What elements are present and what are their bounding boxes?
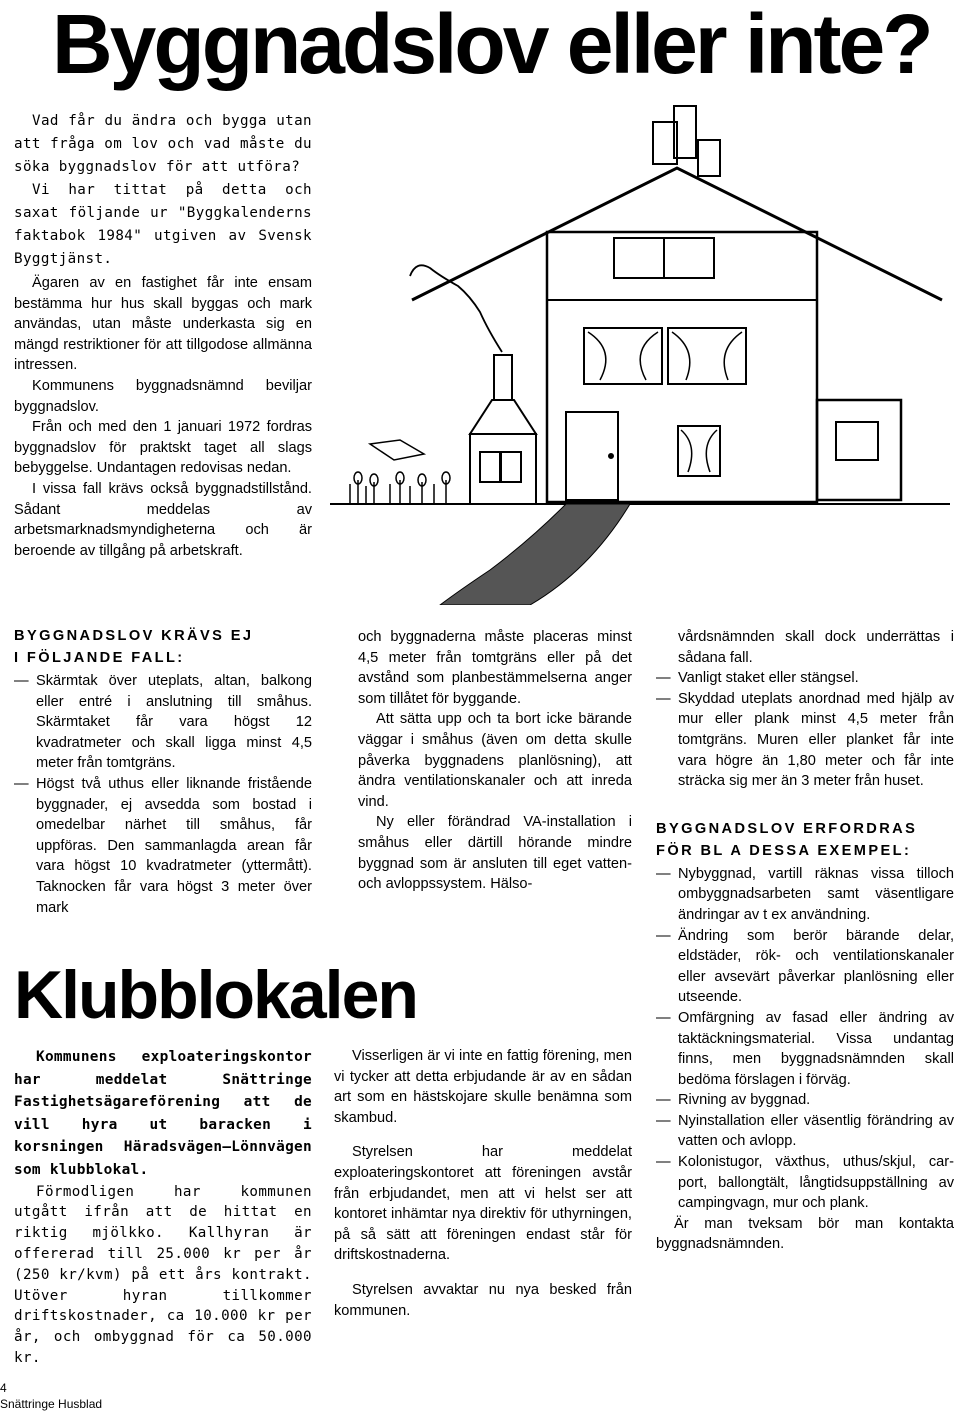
paragraph: Styrelsen avvaktar nu nya besked från kommunen. xyxy=(334,1281,632,1319)
intro-lead: Vad får du ändra och bygga utan att fråga om lov och vad måste du söka byggnadslov för att utföra? xyxy=(14,113,312,175)
klubb-lead: Kommunens exploateringskontor har meddelat Snättringe Fastighetsägareförening att de vill hyra ut baracken i korsningen Häradsvägen—Lönnvägen som klubblokal. xyxy=(14,1049,312,1178)
klubb-column-2 xyxy=(334,1046,632,1321)
article-title-klubblokalen: Klubblokalen xyxy=(14,957,417,1033)
intro-paragraph: I vissa fall krävs också byggnadstillstånd. Sådant meddelas av arbetsmarknadsmyndigheterna och är beroende av tillgång på arbetskraft. xyxy=(14,480,312,559)
paragraph: Är man tveksam bör man kontakta byggnadsnämnden. xyxy=(656,1215,954,1253)
section-1-heading: BYGGNADSLOV KRÄVS EJ xyxy=(14,628,254,644)
paragraph: och byggnaderna måste placeras minst 4,5 meter från tomtgräns eller på det avstånd som planbestämmelserna anger som tillåtet för byggande. xyxy=(358,629,632,707)
intro-paragraph: Från och med den 1 januari 1972 fordras byggnadslov för praktskt taget all slags bebyggelse. Undantagen redovisas nedan. xyxy=(14,419,312,477)
paragraph: vårdsnämnden skall dock underrättas i sådana fall. xyxy=(678,629,954,666)
section-1-column xyxy=(14,625,312,918)
house-wall xyxy=(547,232,817,502)
list-item: — Kolonistugor, växthus, uthus/skjul, car-port, ballongtält, långtidsuppställning av campingvagn, mur och plank. xyxy=(656,1152,954,1214)
paragraph: Styrelsen har meddelat exploateringskontoret att föreningen avstår från erbjudandet, men att vi helst ser att kontoret inhämtar nya direktiv för uthyrningen, på så sätt att föreningen endast står för driftskostnaderna. xyxy=(334,1144,632,1264)
intro-lead-2: Vi har tittat på detta och saxat följande ur "Byggkalenderns faktabok 1984" utgiven av Svensk Byggtjänst. xyxy=(14,182,312,267)
roof-line xyxy=(412,168,942,300)
column-3 xyxy=(656,627,954,1255)
paragraph: Förmodligen har kommunen utgått ifrån att de hittat en riktig mjölkko. Kallhyran är offererad till 25.000 kr per år (250 kr/kvm) på ett års kontrakt. Utöver hyran tillkommer driftskostnader, ca 10.000 kr per år, och ombyggnad för ca 50.000 kr. xyxy=(14,1183,312,1366)
section-2-heading: FÖR BL A DESSA EXEMPEL: xyxy=(656,842,912,859)
flowers xyxy=(350,472,450,504)
list-item: — Skyddad uteplats anordnad med hjälp av mur eller plank minst 4,5 meter från tomtgräns. Muren eller planket får inte vara högre än 1,80 meter och får inte sträcka sig mer än 3 meter från huset. xyxy=(656,689,954,792)
publication-name: Snättringe Husblad xyxy=(0,1397,103,1411)
house-illustration xyxy=(330,100,960,605)
column-2-top xyxy=(358,627,632,895)
upper-window-right xyxy=(668,328,746,384)
page-title: Byggnadslov eller inte? xyxy=(52,0,931,91)
intro-paragraph: Kommunens byggnadsnämnd beviljar byggnadslov. xyxy=(14,377,312,415)
paragraph: Visserligen är vi inte en fattig förening, men vi tycker att detta erbjudande är av en sådan art som en hästskojare skulle benämna som skambud. xyxy=(334,1048,632,1126)
extension-window xyxy=(836,422,878,460)
klubb-column-1 xyxy=(14,1046,312,1369)
garden-path xyxy=(440,504,630,605)
list-item: — Högst två uthus eller liknande fristående byggnader, ej avsedda som bostad i omedelbar närhet till småhus, får uppföras. Den sammanlagda arean får vara högst 10 kvadratmeter (yttermått). Taknocken får vara högst 3 meter över mark xyxy=(14,774,312,918)
intro-column xyxy=(14,110,312,561)
list-item: — Skärmtak över uteplats, altan, balkong eller entré i anslutning till småhus. Skärmtaket får vara högst 12 kvadratmeter och skall ligga minst 4,5 meter från tomtgräns. xyxy=(14,671,312,774)
list-item: — Vanligt staket eller stängsel. xyxy=(656,668,954,689)
list-item: — Rivning av byggnad. xyxy=(656,1090,954,1111)
page-number: 4 xyxy=(0,1381,7,1395)
paragraph: Att sätta upp och ta bort icke bärande väggar i småhus (även om detta skulle påverka byggnadens planlösning), att ändra ventilationskanaler och att inreda vind. xyxy=(358,711,632,810)
list-item: — Ändring som berör bärande delar, eldstäder, rök- och ventilationskanaler eller avsevärt påverkar planlösning eller utseende. xyxy=(656,926,954,1008)
intro-paragraph: Ägaren av en fastighet får inte ensam bestämma hur hus skall byggas och mark användas, utan måste underkasta sig en mängd restriktioner för att tillgodose allmänna intressen. xyxy=(14,275,312,374)
upper-window-left xyxy=(584,328,662,384)
paragraph: Ny eller förändrad VA-installation i småhus eller därtill hörande mindre byggnad som är ansluten till eget vatten- och avloppssystem. Hälso- xyxy=(358,814,632,893)
list-item: — Nyinstallation eller väsentlig förändring av vatten och avlopp. xyxy=(656,1111,954,1152)
house-extension xyxy=(817,400,901,500)
section-1-heading: I FÖLJANDE FALL: xyxy=(14,650,185,666)
footer xyxy=(0,1380,102,1412)
list-item: — Omfärgning av fasad eller ändring av taktäckningsmaterial. Vissa undantag finns, men byggnadsnämnden skall bedöma förslagen i förväg. xyxy=(656,1008,954,1090)
list-item: — Nybyggnad, vartill räknas vissa tilloch ombyggnadsarbeten samt väsentligare ändringar av t ex användning. xyxy=(656,864,954,926)
section-2-heading: BYGGNADSLOV ERFORDRAS xyxy=(656,820,918,837)
chimney-right xyxy=(698,140,720,176)
brick-pile xyxy=(370,440,424,460)
